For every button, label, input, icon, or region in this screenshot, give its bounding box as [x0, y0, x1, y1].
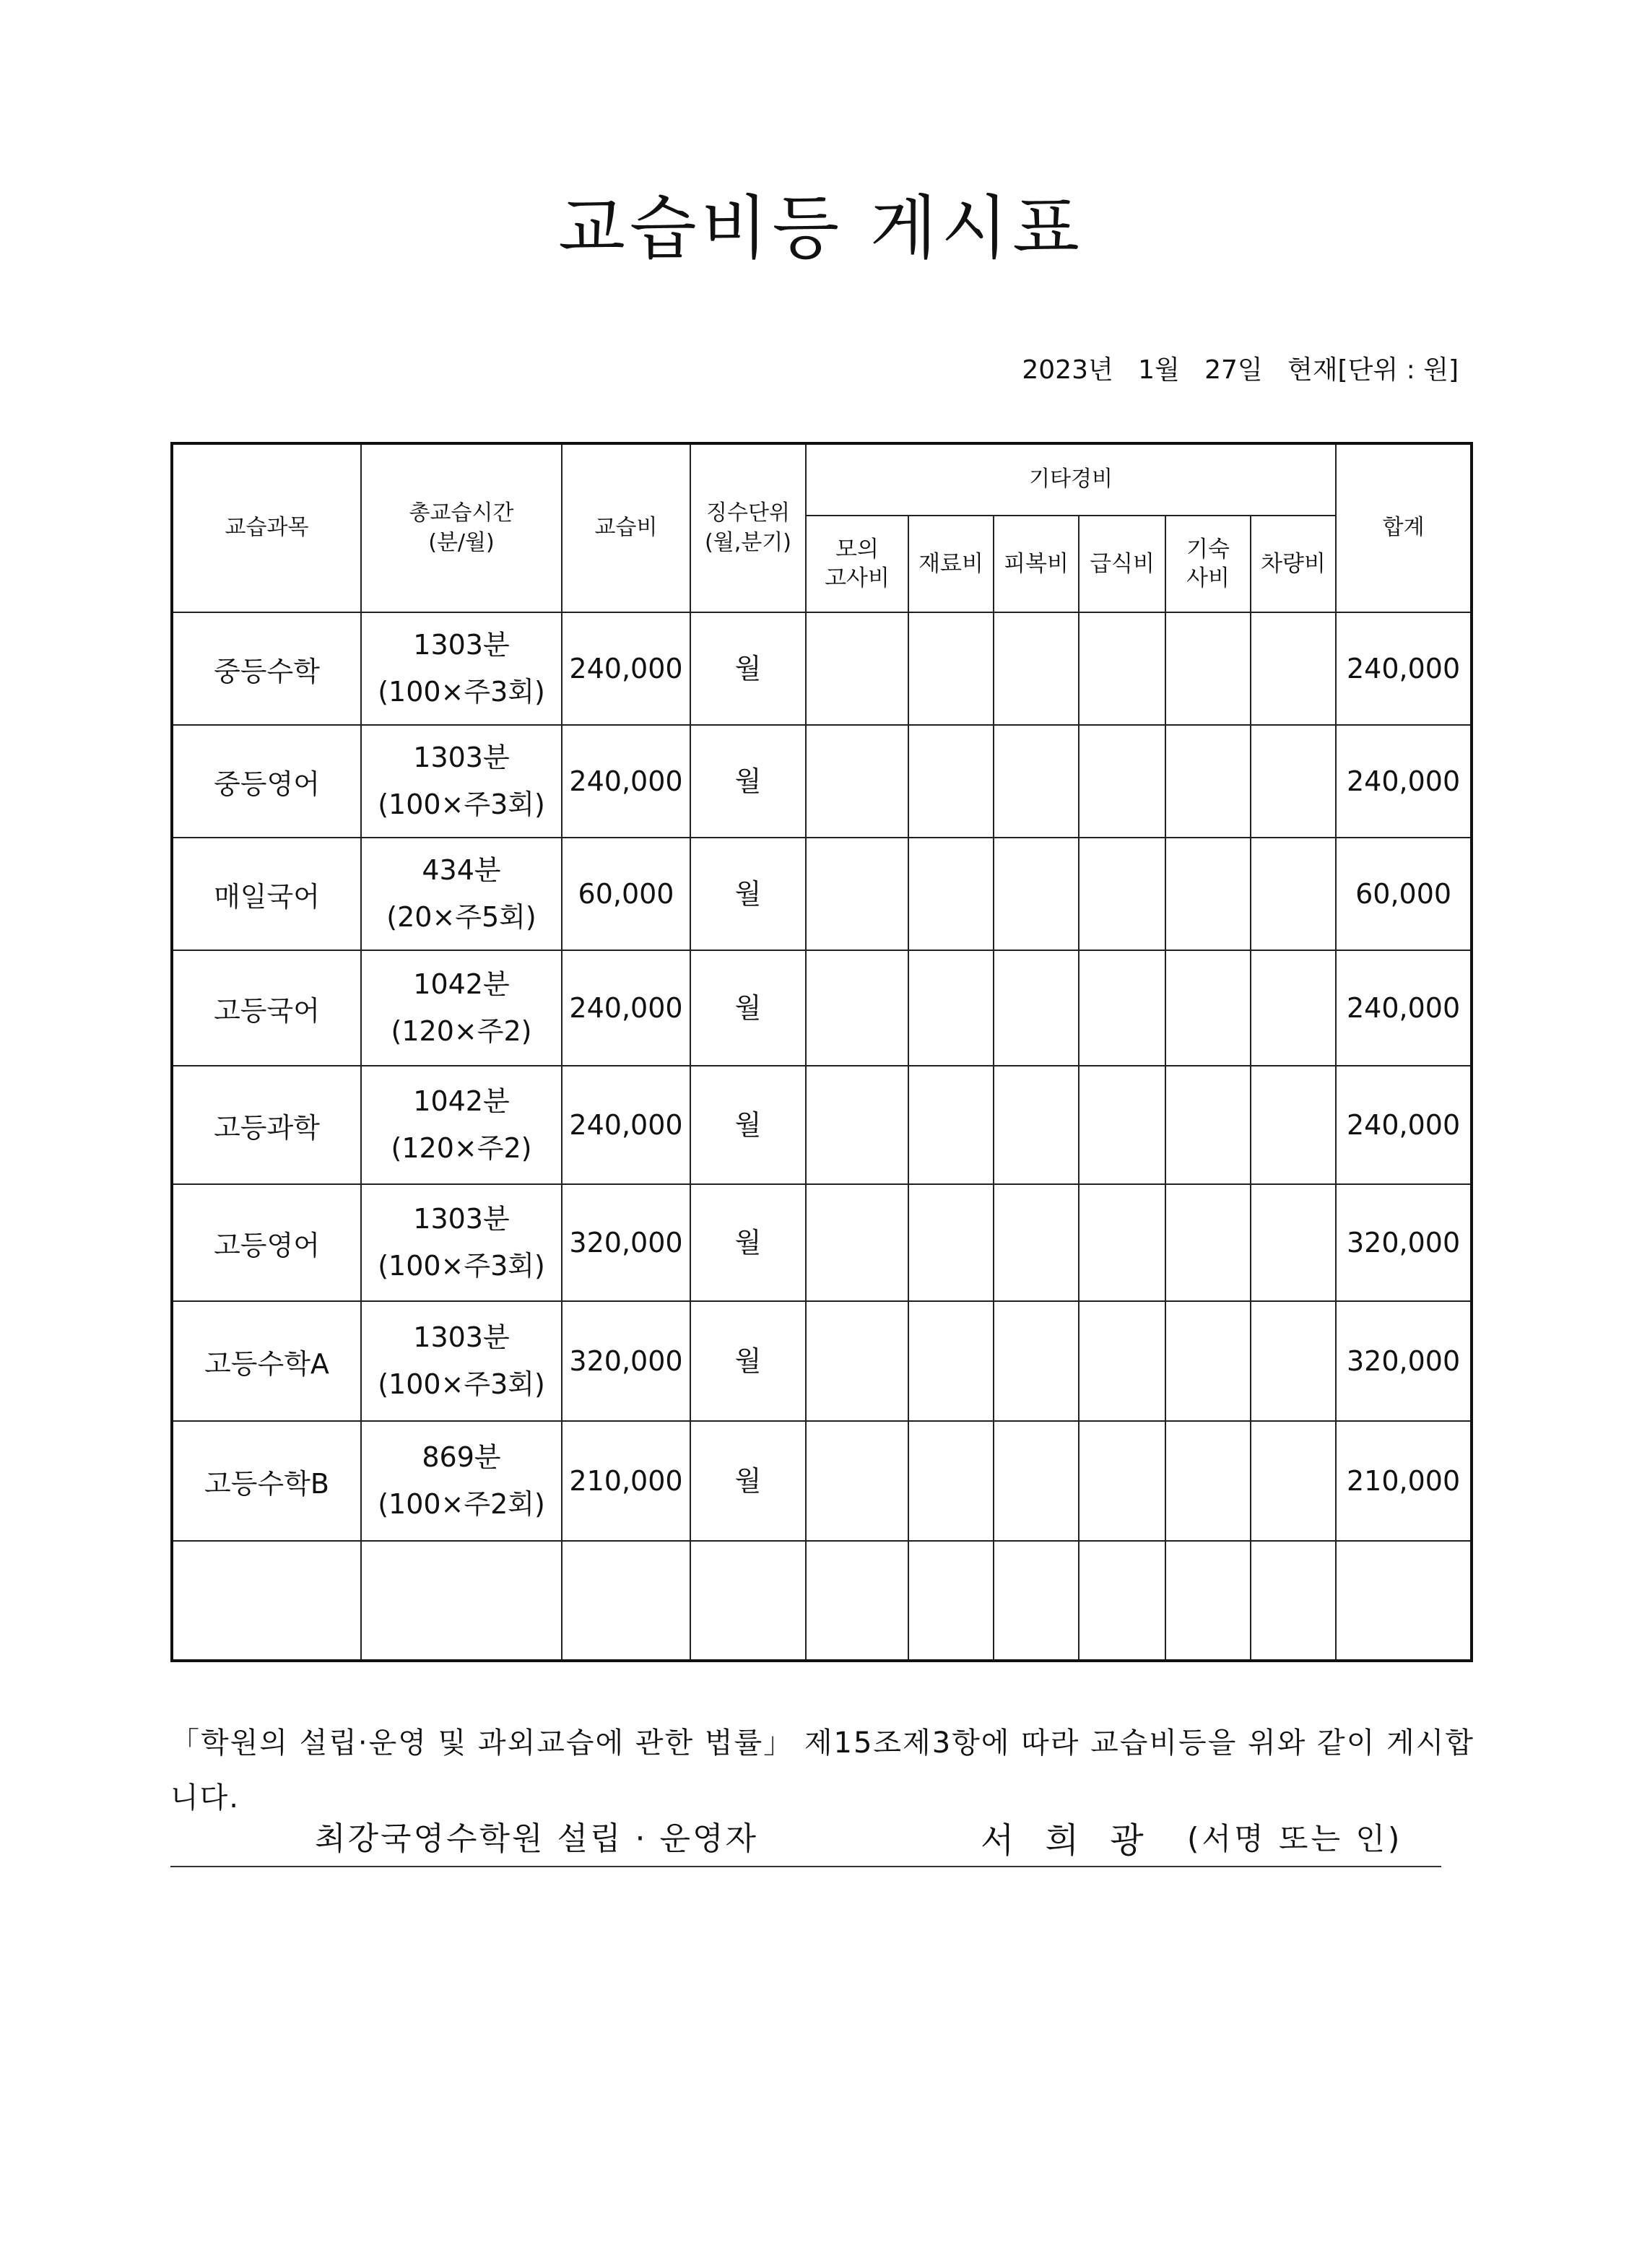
cell-dorm — [1165, 612, 1251, 725]
cell-subject: 고등영어 — [172, 1184, 361, 1301]
cell-hours-detail: (120×주2) — [391, 1015, 532, 1047]
cell-unit: 월 — [690, 1066, 806, 1184]
cell-empty — [806, 1541, 908, 1661]
cell-uniform — [994, 950, 1079, 1066]
cell-hours-value: 1042분 — [413, 968, 510, 1001]
cell-total: 320,000 — [1336, 1184, 1472, 1301]
cell-hours-detail: (100×주2회) — [378, 1488, 545, 1520]
cell-unit: 월 — [690, 838, 806, 950]
date-unit-line: 2023년 1월 27일 현재[단위 : 원] — [1022, 355, 1459, 385]
cell-materials — [908, 1301, 994, 1421]
cell-vehicle — [1251, 1421, 1336, 1541]
signer-name: 서 희 광 — [981, 1820, 1154, 1861]
cell-mock-exam — [806, 1066, 908, 1184]
cell-unit: 월 — [690, 612, 806, 725]
cell-hours — [361, 1301, 562, 1421]
cell-empty — [1251, 1541, 1336, 1661]
cell-hours-detail: (20×주5회) — [386, 901, 537, 933]
cell-materials — [908, 950, 994, 1066]
page-title: 교습비등 게시표 — [558, 188, 1084, 269]
cell-unit: 월 — [690, 1421, 806, 1541]
header-total-hours — [361, 443, 562, 612]
signature-note: (서명 또는 인) — [1187, 1821, 1403, 1856]
cell-meals — [1079, 838, 1165, 950]
cell-vehicle — [1251, 725, 1336, 838]
cell-hours — [361, 1421, 562, 1541]
cell-fee: 210,000 — [562, 1421, 690, 1541]
cell-meals — [1079, 725, 1165, 838]
cell-empty — [994, 1541, 1079, 1661]
cell-empty — [172, 1541, 361, 1661]
cell-materials — [908, 725, 994, 838]
cell-vehicle — [1251, 612, 1336, 725]
header-collection-unit — [690, 443, 806, 612]
cell-empty — [1079, 1541, 1165, 1661]
cell-subject: 고등수학B — [172, 1421, 361, 1541]
table-row — [172, 838, 1472, 950]
cell-mock-exam — [806, 950, 908, 1066]
cell-fee: 240,000 — [562, 1066, 690, 1184]
cell-meals — [1079, 1066, 1165, 1184]
header-total-hours-line2: (분/월) — [428, 529, 495, 555]
cell-dorm — [1165, 1421, 1251, 1541]
cell-empty — [908, 1541, 994, 1661]
signature-row — [170, 1798, 1441, 1861]
cell-fee: 60,000 — [562, 838, 690, 950]
cell-mock-exam — [806, 838, 908, 950]
cell-hours-value: 1303분 — [413, 742, 510, 774]
cell-fee: 320,000 — [562, 1301, 690, 1421]
table-row — [172, 950, 1472, 1066]
cell-total: 240,000 — [1336, 1066, 1472, 1184]
cell-hours — [361, 1066, 562, 1184]
cell-hours-value: 1042분 — [413, 1085, 510, 1118]
header-mock-exam-line1: 모의 — [835, 536, 879, 562]
cell-hours-value: 434분 — [422, 854, 501, 887]
cell-dorm — [1165, 1184, 1251, 1301]
cell-total: 240,000 — [1336, 950, 1472, 1066]
cell-unit: 월 — [690, 1184, 806, 1301]
cell-total: 210,000 — [1336, 1421, 1472, 1541]
cell-hours-detail: (100×주3회) — [378, 1368, 545, 1400]
cell-materials — [908, 1184, 994, 1301]
cell-unit: 월 — [690, 950, 806, 1066]
table-row — [172, 1184, 1472, 1301]
cell-hours-detail: (120×주2) — [391, 1132, 532, 1164]
academy-operator: 최강국영수학원 설립 · 운영자 — [315, 1820, 758, 1857]
cell-materials — [908, 612, 994, 725]
cell-hours — [361, 725, 562, 838]
header-collection-unit-line2: (월,분기) — [705, 529, 791, 555]
cell-materials — [908, 1421, 994, 1541]
header-total-hours-line1: 총교습시간 — [409, 500, 514, 526]
table-row — [172, 1421, 1472, 1541]
cell-hours-value: 1303분 — [413, 1203, 510, 1235]
cell-total: 240,000 — [1336, 612, 1472, 725]
header-dorm-line1: 기숙 — [1186, 536, 1230, 562]
cell-mock-exam — [806, 1301, 908, 1421]
cell-subject: 고등과학 — [172, 1066, 361, 1184]
cell-uniform — [994, 612, 1079, 725]
cell-subject: 중등영어 — [172, 725, 361, 838]
cell-mock-exam — [806, 612, 908, 725]
cell-uniform — [994, 1421, 1079, 1541]
cell-hours-value: 869분 — [422, 1441, 501, 1474]
cell-meals — [1079, 612, 1165, 725]
cell-uniform — [994, 725, 1079, 838]
cell-fee: 240,000 — [562, 950, 690, 1066]
cell-vehicle — [1251, 1066, 1336, 1184]
table-row — [172, 725, 1472, 838]
cell-vehicle — [1251, 1184, 1336, 1301]
cell-meals — [1079, 1184, 1165, 1301]
header-uniform: 피복비 — [994, 516, 1079, 612]
cell-mock-exam — [806, 1421, 908, 1541]
cell-uniform — [994, 1066, 1079, 1184]
cell-fee: 240,000 — [562, 725, 690, 838]
header-materials: 재료비 — [908, 516, 994, 612]
header-other-expenses: 기타경비 — [806, 443, 1336, 516]
cell-dorm — [1165, 1066, 1251, 1184]
header-subject: 교습과목 — [172, 443, 361, 612]
cell-empty — [1336, 1541, 1472, 1661]
table-row — [172, 1301, 1472, 1421]
cell-total: 60,000 — [1336, 838, 1472, 950]
cell-vehicle — [1251, 950, 1336, 1066]
signature-line — [170, 1866, 1441, 1867]
cell-hours — [361, 1184, 562, 1301]
cell-hours-detail: (100×주3회) — [378, 788, 545, 820]
cell-dorm — [1165, 1301, 1251, 1421]
cell-empty — [690, 1541, 806, 1661]
cell-dorm — [1165, 950, 1251, 1066]
cell-hours-detail: (100×주3회) — [378, 1250, 545, 1282]
fee-table — [170, 442, 1473, 1662]
cell-uniform — [994, 838, 1079, 950]
header-collection-unit-line1: 징수단위 — [706, 500, 790, 526]
cell-subject: 매일국어 — [172, 838, 361, 950]
cell-subject: 고등수학A — [172, 1301, 361, 1421]
cell-subject: 고등국어 — [172, 950, 361, 1066]
cell-empty — [562, 1541, 690, 1661]
cell-hours-value: 1303분 — [413, 1321, 510, 1354]
cell-empty — [361, 1541, 562, 1661]
cell-meals — [1079, 1421, 1165, 1541]
header-total: 합계 — [1336, 443, 1472, 612]
header-dorm-line2: 사비 — [1186, 565, 1230, 591]
cell-uniform — [994, 1301, 1079, 1421]
cell-unit: 월 — [690, 725, 806, 838]
legal-note: 「학원의 설립·운영 및 과외교습에 관한 법률」 제15조제3항에 따라 교습비등을 위와 같이 게시합니다. — [170, 1726, 1474, 1815]
table-row — [172, 1066, 1472, 1184]
cell-materials — [908, 1066, 994, 1184]
cell-dorm — [1165, 725, 1251, 838]
cell-hours — [361, 950, 562, 1066]
cell-meals — [1079, 950, 1165, 1066]
cell-fee: 240,000 — [562, 612, 690, 725]
cell-unit: 월 — [690, 1301, 806, 1421]
cell-total: 240,000 — [1336, 725, 1472, 838]
cell-fee: 320,000 — [562, 1184, 690, 1301]
cell-hours — [361, 612, 562, 725]
cell-subject: 중등수학 — [172, 612, 361, 725]
table-row — [172, 612, 1472, 725]
cell-vehicle — [1251, 838, 1336, 950]
header-mock-exam — [806, 516, 908, 612]
header-mock-exam-line2: 고사비 — [825, 565, 890, 591]
cell-empty — [1165, 1541, 1251, 1661]
cell-total: 320,000 — [1336, 1301, 1472, 1421]
cell-meals — [1079, 1301, 1165, 1421]
header-vehicle: 차량비 — [1251, 516, 1336, 612]
header-meals: 급식비 — [1079, 516, 1165, 612]
header-dorm — [1165, 516, 1251, 612]
cell-mock-exam — [806, 1184, 908, 1301]
cell-uniform — [994, 1184, 1079, 1301]
cell-dorm — [1165, 838, 1251, 950]
header-fee: 교습비 — [562, 443, 690, 612]
cell-mock-exam — [806, 725, 908, 838]
cell-hours — [361, 838, 562, 950]
cell-hours-detail: (100×주3회) — [378, 676, 545, 708]
table-row-empty — [172, 1541, 1472, 1661]
cell-materials — [908, 838, 994, 950]
cell-vehicle — [1251, 1301, 1336, 1421]
cell-hours-value: 1303분 — [413, 629, 510, 661]
